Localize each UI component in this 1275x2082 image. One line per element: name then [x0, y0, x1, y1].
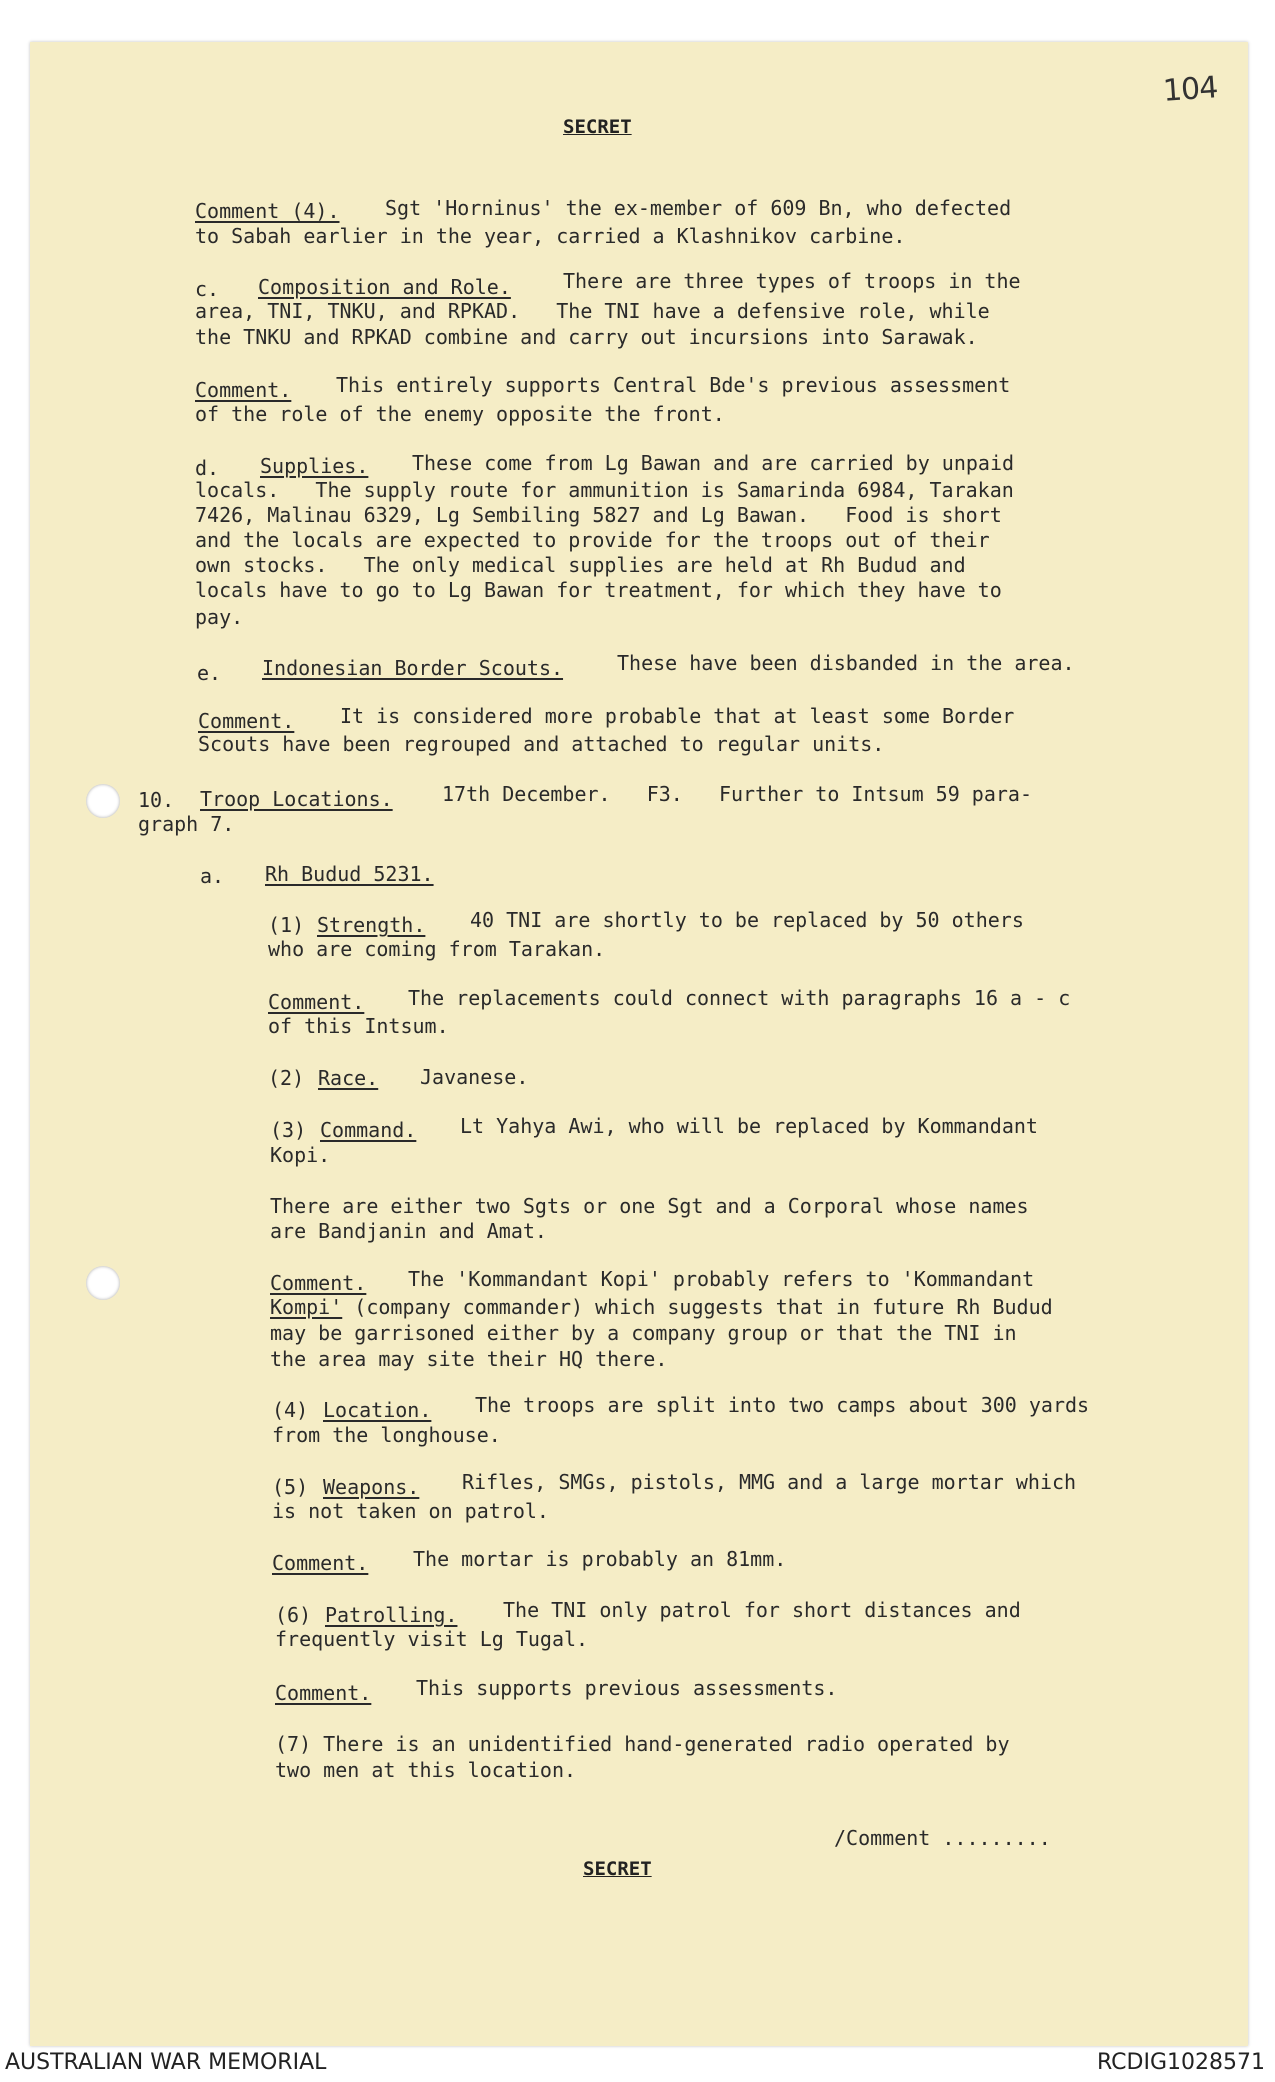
- sub-6-heading: Patrolling.: [325, 1603, 458, 1627]
- classification-bottom: SECRET: [583, 1858, 652, 1880]
- sub-3-text: There are either two Sgts or one Sgt and a Corporal whose names: [270, 1194, 1029, 1218]
- punch-hole: [86, 784, 120, 818]
- sub-3-text: are Bandjanin and Amat.: [270, 1219, 547, 1243]
- sub-5-heading: Weapons.: [323, 1475, 420, 1499]
- sub-4-number: (4): [272, 1398, 309, 1422]
- para-10-text: 17th December. F3. Further to Intsum 59 para-: [442, 782, 1033, 806]
- para-d-text: locals have to go to Lg Bawan for treatment, for which they have to: [195, 578, 1002, 602]
- para-10-heading: Troop Locations.: [200, 787, 393, 811]
- sub-3-text: Lt Yahya Awi, who will be replaced by Kommandant: [460, 1114, 1038, 1138]
- para-a-number: a.: [200, 864, 225, 888]
- comment-6-heading: Comment.: [275, 1681, 372, 1705]
- para-c-text: There are three types of troops in the: [563, 269, 1021, 293]
- comment-1-heading: Comment.: [268, 990, 365, 1014]
- sub-5-text: is not taken on patrol.: [272, 1499, 549, 1523]
- sub-1-heading: Strength.: [317, 913, 426, 937]
- comment-c-heading: Comment.: [195, 378, 292, 402]
- sub-4-heading: Location.: [323, 1398, 432, 1422]
- footer-record-id: RCDIG1028571: [1096, 2050, 1265, 2075]
- sub-1-number: (1): [268, 913, 305, 937]
- para-10-number: 10.: [138, 788, 175, 812]
- footer-archive-name: AUSTRALIAN WAR MEMORIAL: [5, 2050, 327, 2075]
- comment-3-text: Kompi' (company commander) which suggests that in future Rh Budud: [270, 1295, 1053, 1319]
- para-c-text: the TNKU and RPKAD combine and carry out incursions into Sarawak.: [195, 325, 978, 349]
- comment-1-text: of this Intsum.: [268, 1014, 449, 1038]
- para-d-text: locals. The supply route for ammunition is Samarinda 6984, Tarakan: [195, 478, 1014, 502]
- comment-3-heading: Comment.: [270, 1271, 367, 1295]
- para-d-text: pay.: [195, 605, 244, 629]
- continuation-note: /Comment .........: [834, 1826, 1051, 1850]
- sub-5-text: Rifles, SMGs, pistols, MMG and a large mortar which: [462, 1470, 1077, 1494]
- sub-1-text: who are coming from Tarakan.: [268, 937, 606, 961]
- para-d-heading: Supplies.: [260, 454, 369, 478]
- comment4-text: to Sabah earlier in the year, carried a Klashnikov carbine.: [195, 224, 906, 248]
- comment-c-text: This entirely supports Central Bde's previous assessment: [336, 373, 1011, 397]
- para-d-text: These come from Lg Bawan and are carried by unpaid: [412, 451, 1015, 475]
- comment-1-text: The replacements could connect with paragraphs 16 a - c: [408, 986, 1071, 1010]
- sub-3-text: Kopi.: [270, 1143, 331, 1167]
- sub-7-text: two men at this location.: [275, 1758, 577, 1782]
- sub-3-heading: Command.: [320, 1118, 417, 1142]
- sub-3-number: (3): [270, 1118, 307, 1142]
- comment-5-text: The mortar is probably an 81mm.: [413, 1547, 787, 1571]
- punch-hole: [86, 1266, 120, 1300]
- comment-5-heading: Comment.: [272, 1551, 369, 1575]
- sub-6-number: (6): [275, 1603, 312, 1627]
- sub-2-number: (2): [268, 1066, 305, 1090]
- para-c-text: area, TNI, TNKU, and RPKAD. The TNI have a defensive role, while: [195, 299, 990, 323]
- para-d-text: own stocks. The only medical supplies are held at Rh Budud and: [195, 553, 966, 577]
- para-d-text: 7426, Malinau 6329, Lg Sembiling 5827 and Lg Bawan. Food is short: [195, 503, 1002, 527]
- para-e-number: e.: [197, 661, 222, 685]
- para-a-heading: Rh Budud 5231.: [265, 862, 434, 886]
- page-number: 104: [1161, 70, 1219, 109]
- comment-3-text: The 'Kommandant Kopi' probably refers to 'Kommandant: [408, 1267, 1035, 1291]
- comment-c-text: of the role of the enemy opposite the front.: [195, 402, 725, 426]
- sub-5-number: (5): [272, 1475, 309, 1499]
- comment-6-text: This supports previous assessments.: [416, 1676, 838, 1700]
- sub-4-text: The troops are split into two camps about 300 yards: [475, 1393, 1090, 1417]
- comment-3-text: the area may site their HQ there.: [270, 1347, 668, 1371]
- sub-2-heading: Race.: [318, 1066, 379, 1090]
- comment-e-text: It is considered more probable that at least some Border: [340, 704, 1015, 728]
- sub-6-text: frequently visit Lg Tugal.: [275, 1627, 589, 1651]
- para-10-text: graph 7.: [138, 812, 235, 836]
- para-c-number: c.: [195, 277, 220, 301]
- comment4-text: Sgt 'Horninus' the ex-member of 609 Bn, who defected: [385, 196, 1012, 220]
- para-c-heading: Composition and Role.: [258, 275, 511, 299]
- para-d-text: and the locals are expected to provide for the troops out of their: [195, 528, 990, 552]
- comment4-heading: Comment (4).: [195, 199, 340, 223]
- para-d-number: d.: [195, 456, 220, 480]
- sub-1-text: 40 TNI are shortly to be replaced by 50 others: [470, 908, 1024, 932]
- sub-2-text: Javanese.: [420, 1065, 529, 1089]
- sub-6-text: The TNI only patrol for short distances and: [503, 1598, 1021, 1622]
- para-e-heading: Indonesian Border Scouts.: [262, 656, 564, 680]
- para-e-text: These have been disbanded in the area.: [617, 651, 1075, 675]
- comment-e-text: Scouts have been regrouped and attached to regular units.: [198, 732, 885, 756]
- sub-4-text: from the longhouse.: [272, 1423, 501, 1447]
- comment-e-heading: Comment.: [198, 709, 295, 733]
- classification-top: SECRET: [563, 116, 632, 138]
- sub-7-text: (7) There is an unidentified hand-generated radio operated by: [275, 1732, 1010, 1756]
- comment-3-text: may be garrisoned either by a company group or that the TNI in: [270, 1321, 1017, 1345]
